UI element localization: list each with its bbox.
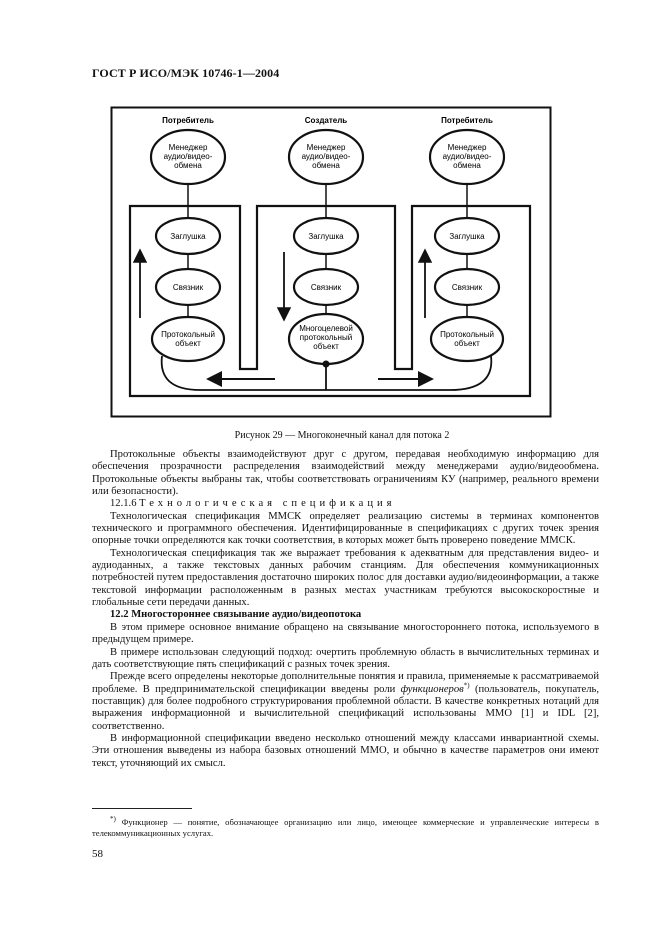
svg-text:Менеджер: Менеджер bbox=[168, 143, 208, 152]
svg-text:аудио/видео-: аудио/видео- bbox=[163, 152, 213, 161]
manager-left bbox=[151, 130, 225, 184]
multi-endpoint-channel-diagram bbox=[110, 106, 552, 418]
section-122-heading: 12.2 Многостороннее связывание аудио/видеопотока bbox=[110, 609, 362, 621]
paragraph-focus: В этом примере основное внимание обращено на связывание многостороннего потока, используемого в предыдущем примере. bbox=[92, 621, 599, 646]
svg-text:аудио/видео-: аудио/видео- bbox=[301, 152, 351, 161]
role-creator: Создатель bbox=[304, 116, 348, 125]
manager-right bbox=[430, 130, 504, 184]
svg-text:обмена: обмена bbox=[312, 161, 340, 170]
stub-center bbox=[294, 218, 358, 254]
paragraph-approach: В примере использован следующий подход: очертить проблемную область в вычислительных терминах и дать соответствующие пять спецификаций с разных точек зрения. bbox=[92, 646, 599, 670]
svg-text:объект: объект bbox=[313, 342, 339, 351]
svg-text:Заглушка: Заглушка bbox=[449, 232, 485, 241]
svg-text:объект: объект bbox=[454, 339, 480, 348]
role-consumer-right: Потребитель bbox=[441, 116, 493, 125]
figure-caption: Рисунок 29 — Многоконечный канал для потока 2 bbox=[234, 430, 450, 441]
svg-text:аудио/видео-: аудио/видео- bbox=[442, 152, 492, 161]
binder-right bbox=[435, 269, 499, 305]
binder-center bbox=[294, 269, 358, 305]
paragraph-info-spec: В информационной спецификации введено несколько отношений между классами инвариантной схемы. Эти отношения выведены из набора базовых отношений ММО, и обычно в качестве параметров они имеют текст, уточняющий их смысл. bbox=[92, 732, 599, 769]
paragraph-concepts: Прежде всего определены некоторые дополнительные понятия и правила, применяемые к рассматриваемой проблеме. В предпринимательской спецификации введены роли функционеров*) (пользователь, покупатель, поставщик) для более подробного структурирования проблемной области. В качестве конкретных нотаций для выражения информационной и вычислительной спецификаций использованы ММО [1] и IDL [2], соответственно. bbox=[92, 671, 600, 732]
svg-text:Связник: Связник bbox=[310, 283, 342, 292]
svg-text:Менеджер: Менеджер bbox=[306, 143, 346, 152]
svg-text:Заглушка: Заглушка bbox=[170, 232, 206, 241]
paragraph-tech-spec-1: Технологическая спецификация ММСК определяет реализацию системы в терминах компонентов технического и программного обеспечения. Идентифицированные в спецификациях с других точек зрения опорные точки определяются как точки соответствия, в которых может быть проверено поведение ММСК. bbox=[92, 510, 599, 547]
multicast-node bbox=[323, 361, 330, 368]
footnote: *) Функционер — понятие, обозначающее организацию или лицо, имеющее коммерческие и управленческие интересы в телекоммуникационных услугах. bbox=[92, 815, 599, 838]
role-consumer-left: Потребитель bbox=[162, 116, 214, 125]
svg-text:обмена: обмена bbox=[453, 161, 481, 170]
figure-29-diagram bbox=[110, 106, 552, 418]
svg-text:Многоцелевой: Многоцелевой bbox=[299, 324, 353, 333]
svg-text:Заглушка: Заглушка bbox=[308, 232, 344, 241]
protocol-object-right bbox=[431, 317, 503, 361]
manager-center bbox=[289, 130, 363, 184]
svg-text:обмена: обмена bbox=[174, 161, 202, 170]
binder-left bbox=[156, 269, 220, 305]
svg-text:протокольный: протокольный bbox=[299, 333, 353, 342]
svg-text:Связник: Связник bbox=[451, 283, 483, 292]
svg-text:объект: объект bbox=[175, 339, 201, 348]
document-header: ГОСТ Р ИСО/МЭК 10746-1—2004 bbox=[92, 66, 280, 80]
stub-right bbox=[435, 218, 499, 254]
protocol-object-left bbox=[152, 317, 224, 361]
svg-text:Протокольный: Протокольный bbox=[161, 330, 215, 339]
body-text bbox=[92, 449, 599, 770]
page-number: 58 bbox=[92, 848, 103, 860]
stub-left bbox=[156, 218, 220, 254]
svg-text:Менеджер: Менеджер bbox=[447, 143, 487, 152]
multi-protocol-object-center bbox=[289, 314, 363, 364]
paragraph-tech-spec-2: Технологическая спецификация так же выражает требования к адекватным для представления видео- и аудиоданных, а также текстовых данных рабочим станциям. Для обеспечения коммуникационных потребностей путем предоставления достаточно широких полос для доставки аудио/видеоинформации, а также текстовой информации расположенным в разных местах участникам требуются высокоскоростные и глобальные сети передачи данных. bbox=[92, 547, 599, 609]
section-1216-heading: 12.1.6 Технологическая спецификация bbox=[110, 498, 396, 510]
paragraph-protocol-objects: Протокольные объекты взаимодействуют друг с другом, передавая необходимую информацию для обеспечения прозрачности распределения взаимодействий между менеджерами аудио/видеообмена. Протокольные объекты выбраны так, чтобы соответствовать ограничениям КУ (например, реального времени или безопасности). bbox=[92, 449, 599, 498]
svg-text:Связник: Связник bbox=[172, 283, 204, 292]
footnote-divider bbox=[92, 808, 192, 809]
svg-text:Протокольный: Протокольный bbox=[440, 330, 494, 339]
